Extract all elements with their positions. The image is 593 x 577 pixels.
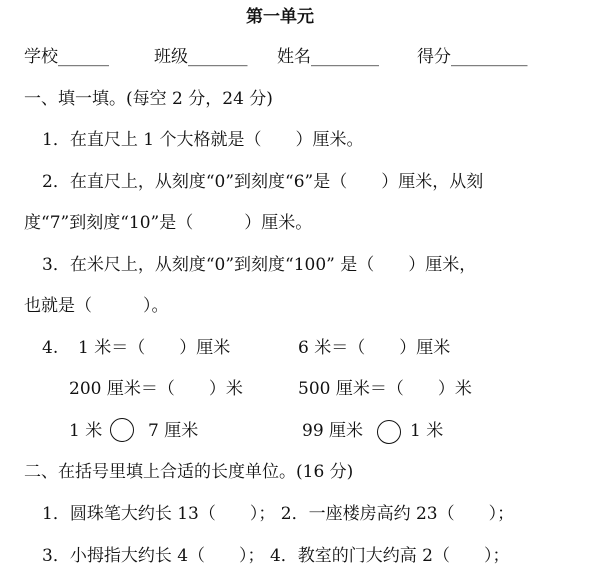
question-1-1: 1．在直尺上 1 个大格就是（ ）厘米。 [42,130,364,150]
conversion-1m: 1 米＝（ ）厘米 [78,338,231,358]
question-1-3-line2: 也就是（ ）。 [24,296,169,316]
page-title: 第一单元 [246,7,314,27]
compare-left-1m: 1 米 [69,421,103,441]
question-2-3-4: 3．小拇指大约长 4（ ）； 4．教室的门大约高 2（ ）； [42,546,510,566]
section2-heading: 二、在括号里填上合适的长度单位。(16 分) [24,462,354,482]
conversion-200cm: 200 厘米＝（ ）米 [69,379,243,399]
section1-heading: 一、填一填。(每空 2 分，24 分) [24,89,273,109]
question-1-2-line1: 2．在直尺上，从刻度“0”到刻度“6”是（ ）厘米，从刻 [42,172,484,192]
name-field: 姓名________ [277,47,379,67]
compare-right-7cm: 7 厘米 [148,421,199,441]
question-1-4-label: 4. [42,338,59,358]
compare-right-1m: 1 米 [410,421,444,441]
class-field: 班级_______ [154,47,248,67]
school-field: 学校______ [24,47,109,67]
question-1-2-line2: 度“7”到刻度“10”是（ ）厘米。 [24,213,313,233]
compare-left-99cm: 99 厘米 [302,421,364,441]
conversion-500cm: 500 厘米＝（ ）米 [298,379,472,399]
compare-circle-icon [377,420,401,444]
compare-circle-icon [110,418,134,442]
score-field: 得分_________ [417,47,528,67]
question-2-1-2: 1．圆珠笔大约长 13（ ）； 2．一座楼房高约 23（ ）； [42,504,515,524]
question-1-3-line1: 3．在米尺上，从刻度“0”到刻度“100” 是（ ）厘米， [42,255,477,275]
conversion-6m: 6 米＝（ ）厘米 [298,338,451,358]
